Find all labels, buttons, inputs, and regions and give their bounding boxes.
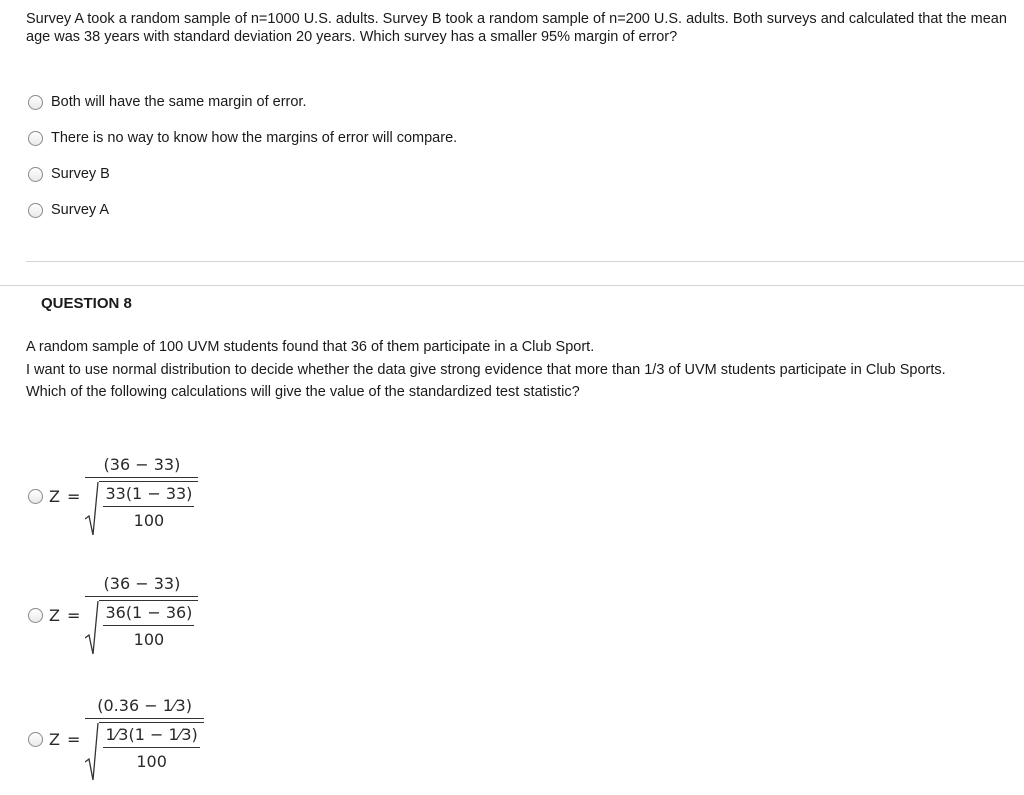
radicand — [99, 722, 203, 782]
radio-button[interactable] — [28, 131, 43, 146]
fraction-denominator — [85, 477, 198, 537]
question-8-line-3: Which of the following calculations will give the value of the standardized test statistic? — [26, 384, 580, 400]
choice-label: There is no way to know how the margins of error will compare. — [51, 130, 458, 146]
radio-button[interactable] — [28, 732, 43, 747]
question-8-line-2: I want to use normal distribution to decide whether the data give strong evidence that more than 1/3 of UVM students participate in Club Sports. — [26, 362, 946, 378]
fraction — [85, 696, 203, 782]
fraction — [85, 455, 198, 537]
radicand-numerator: 33(1 − 33) — [103, 484, 194, 507]
formula-option-1[interactable] — [28, 455, 198, 537]
divider — [0, 285, 1024, 286]
formula-lhs: Z = — [49, 486, 82, 506]
formula-option-3[interactable] — [28, 696, 204, 782]
radicand-numerator: 36(1 − 36) — [103, 603, 194, 626]
sqrt-sign-icon — [85, 481, 99, 537]
radicand — [99, 600, 198, 656]
formula-option-2[interactable] — [28, 574, 198, 656]
radicand-denominator: 100 — [133, 511, 165, 530]
choice-label: Survey B — [51, 166, 110, 182]
question-8-line-1: A random sample of 100 UVM students found that 36 of them participate in a Club Sport. — [26, 339, 595, 355]
choice-survey-b[interactable] — [28, 156, 457, 192]
question-8-header: QUESTION 8 — [41, 295, 132, 312]
square-root — [85, 722, 203, 782]
formula — [49, 455, 198, 537]
choice-no-way-to-know[interactable] — [28, 120, 457, 156]
radio-button[interactable] — [28, 608, 43, 623]
square-root — [85, 481, 198, 537]
fraction-denominator — [85, 596, 198, 656]
question-7-choices — [28, 84, 457, 228]
question-8-text — [26, 338, 1016, 401]
formula — [49, 696, 204, 782]
fraction — [85, 574, 198, 656]
sqrt-sign-icon — [85, 722, 99, 782]
radio-button[interactable] — [28, 489, 43, 504]
sqrt-sign-icon — [85, 600, 99, 656]
radicand-denominator: 100 — [133, 630, 165, 649]
radio-button[interactable] — [28, 203, 43, 218]
radicand — [99, 481, 198, 537]
fraction-numerator: (36 − 33) — [103, 455, 181, 474]
formula-lhs: Z = — [49, 729, 82, 749]
fraction-numerator: (0.36 − 1⁄3) — [97, 696, 192, 715]
radicand-numerator: 1⁄3(1 − 1⁄3) — [103, 725, 199, 748]
formula-lhs: Z = — [49, 605, 82, 625]
radicand-denominator: 100 — [136, 752, 167, 771]
choice-label: Both will have the same margin of error. — [51, 94, 307, 110]
radio-button[interactable] — [28, 167, 43, 182]
choice-survey-a[interactable] — [28, 192, 457, 228]
divider — [26, 261, 1024, 262]
formula — [49, 574, 198, 656]
fraction-numerator: (36 − 33) — [103, 574, 181, 593]
fraction-denominator — [85, 718, 203, 782]
square-root — [85, 600, 198, 656]
choice-same-margin[interactable] — [28, 84, 457, 120]
radio-button[interactable] — [28, 95, 43, 110]
choice-label: Survey A — [51, 202, 110, 218]
question-7-text: Survey A took a random sample of n=1000 U.S. adults. Survey B took a random sample of n=200 U.S. adults. Both surveys and calculated that the mean age was 38 years with standard deviation 20 years. Which survey has a smaller 95% margin of error? — [26, 11, 1007, 45]
